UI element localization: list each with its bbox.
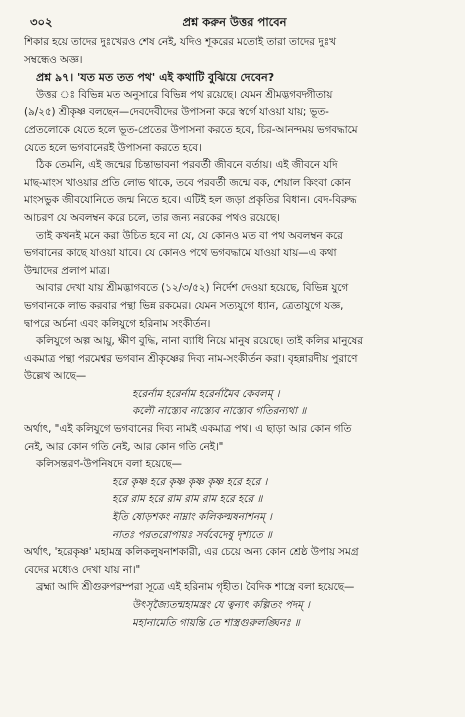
text-line: একমাত্র পন্থা পরমেশ্বর ভগবান শ্রীকৃষ্ণের দিব্য নাম-সংকীর্তন করা। বৃহন্নারদীয় পুরাণে — [24, 352, 358, 365]
text-line: মাংসভুক জীবযোনিতে জন্ম নিতে হবে। এটিই হল জড়া প্রকৃতির বিধান। বেদ-বিরুদ্ধ — [24, 194, 357, 207]
text-line: শিকার হয়ে তাদের দুঃখেরও শেষ নেই, যদিও শূকরের মতোই তারা তাদের দুঃখ — [24, 36, 336, 48]
text-line: ব্রহ্মা আদি শ্রীগুরুপরম্পরা সূত্রে এই হরিনাম গৃহীত। বৈদিক শাস্ত্রে বলা হয়েছে— — [36, 581, 355, 594]
text-line: ঠিক তেমনি, এই জন্মের চিন্তাভাবনা পরবর্তী জীবনে বর্তায়। এই জীবনে যদি — [36, 159, 338, 172]
text-line: নেই, আর কোন গতি নেই, আর কোন গতি নেই।" — [24, 440, 224, 453]
page-header — [24, 10, 445, 34]
text-line: উন্মাদের প্রলাপ মাত্র। — [24, 264, 110, 277]
text-line: মাছ-মাংস খাওয়ার প্রতি লোভ থাকে, তবে পরবর্তী জন্মে বক, শেয়াল কিংবা কোন — [24, 176, 351, 189]
text-line: বেদের মধ্যেও দেখা যায় না।" — [24, 563, 141, 576]
verse-line: মহানামেতি গায়ন্তি তে শাস্ত্রগুরুলঙ্ঘিনঃ ॥ — [132, 616, 300, 629]
verse-line: উৎসৃজ্যৈতন্মহামন্ত্রং যে ত্বন্যৎ কল্পিতং পদম্ । — [132, 599, 310, 611]
verse-line: ইতি ষোড়শকং নাম্নাং কলিকল্মষনাশনম্ । — [112, 511, 272, 524]
text-line: তাই কখনই মনে করা উচিত হবে না যে, যে কোনও মত বা পথ অবলম্বন করে — [36, 229, 343, 242]
question-heading: প্রশ্ন ৯৭। 'যত মত তত পথ' এই কথাটি বুঝিয়ে দেবেন? — [36, 71, 275, 85]
text-line: উল্লেখ আছে— — [24, 370, 87, 383]
text-line: প্রেতলোকে যেতে হলে ভূত-প্রেতের উপাসনা করতে হবে, চির-আনন্দময় ভগবদ্ধামে — [24, 123, 358, 136]
verse-line: হরে কৃষ্ণ হরে কৃষ্ণ কৃষ্ণ কৃষ্ণ হরে হরে । — [112, 475, 268, 488]
running-title: প্রশ্ন করুন উত্তর পাবেন — [182, 15, 287, 29]
text-line: আবার দেখা যায় শ্রীমদ্ভাগবতে (১২/৩/৫২) নির্দেশ দেওয়া হয়েছে, বিভিন্ন যুগে — [36, 282, 349, 295]
text-line: ভগবানের কাছে যাওয়া যাবে। যে কোনও পথে ভগবদ্ধামে যাওয়া যায়—এ কথা — [24, 247, 337, 260]
text-line: সম্বন্ধেও অজ্ঞ। — [24, 53, 83, 66]
text-line: আচরণ যে অবলম্বন করে চলে, তার জন্য নরকের পথও রয়েছে। — [24, 211, 280, 224]
page-body — [24, 34, 445, 632]
text-line: অর্থাৎ, 'হরেকৃষ্ণ' মহামন্ত্র কলিকলুষনাশকারী, এর চেয়ে অন্য কোন শ্রেষ্ঠ উপায় সমগ্র — [24, 546, 359, 559]
text-line: যেতে হলে ভগবানেরই উপাসনা করতে হবে। — [24, 141, 202, 154]
text-line: দ্বাপরে অর্চনা এবং কলিযুগে হরিনাম সংকীর্তন। — [24, 317, 211, 330]
text-line: অর্থাৎ, "এই কলিযুগে ভগবানের দিব্য নামই একমাত্র পথ। এ ছাড়া আর কোন গতি — [24, 423, 352, 436]
text-line: ভগবানকে লাভ করবার পন্থা ভিন্ন রকমের। যেমন সত্যযুগে ধ্যান, ত্রেতাযুগে যজ্ঞ, — [24, 299, 344, 312]
verse-line: কলৌ নাস্ত্যেব নাস্ত্যেব নাস্ত্যেব গতিরন্যথা ॥ — [132, 405, 307, 418]
verse-line: হরের্নাম হরের্নাম হরের্নামৈব কেবলম্ । — [132, 387, 280, 400]
text-line: কলিসন্তরণ-উপনিষদে বলা হয়েছে— — [36, 458, 182, 471]
text-line: উত্তর ঃ বিভিন্ন মত অনুসারে বিভিন্ন পথ রয়েছে। যেমন শ্রীমদ্ভগবদ্গীতায় — [36, 88, 333, 101]
text-line: কলিযুগে অল্প আয়ু, ক্ষীণ বুদ্ধি, নানা ব্যাধি নিয়ে মানুষ রয়েছে। তাই কলির মানুষের — [36, 335, 363, 348]
verse-line: নাতঃ পরতরোপায়ঃ সর্ববেদেষু দৃশ্যতে ॥ — [112, 528, 272, 541]
verse-line: হরে রাম হরে রাম রাম রাম হরে হরে ॥ — [112, 493, 263, 506]
text-line: (৯/২৫) শ্রীকৃষ্ণ বলছেন—দেবদেবীদের উপাসনা করে স্বর্গে যাওয়া যায়; ভূত- — [24, 106, 329, 119]
page-number: ৩০২ — [30, 15, 53, 29]
